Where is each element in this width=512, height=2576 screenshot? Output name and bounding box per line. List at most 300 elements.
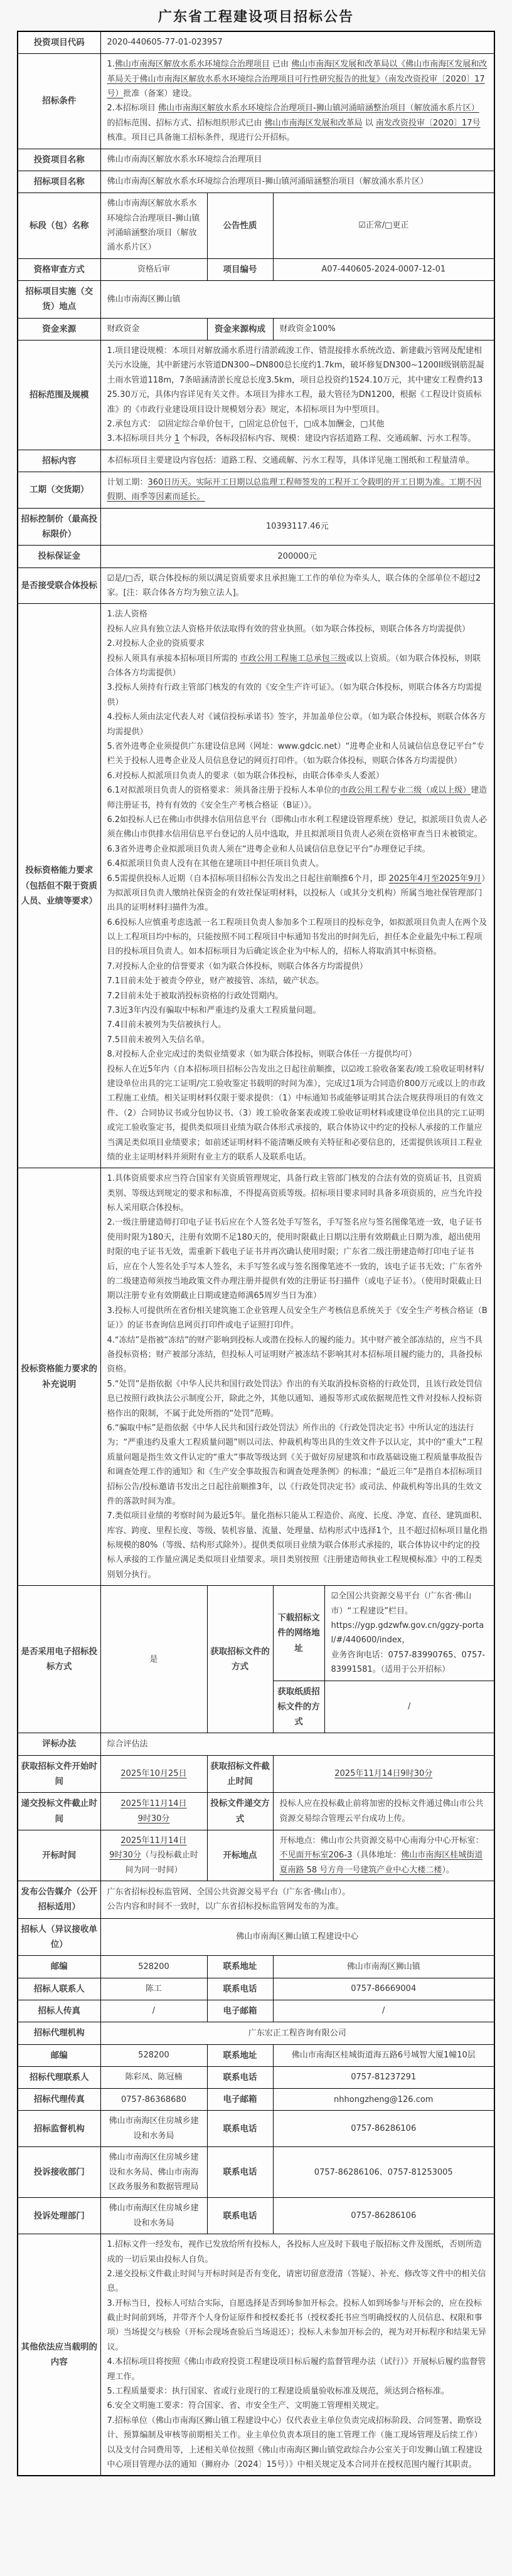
label-qualification-review-method — [18, 258, 100, 280]
label-agency-phone — [207, 2066, 273, 2088]
text-line: 1.项目建设规模：本项目对解放涌水系进行清淤疏浚工作、错混接排水系统改造、新建截污管网及配建相关污水设施，其中新建污水管道DN300~DN800总长度约1.7km，破坏修复DN300~1200II级钢筋混凝土雨水管道118m，7条暗涵清淤长度总长度3.5km，项目总投资约1524.10万元，其中建安工程费约1325.30万元，具体内容详见有关文件。本项目为排水工程，最大管径为DN1200，根据《工程设计资质标准》的《市政行业建设项目设计规模划分表》规定，本招标项目为中型项目。 — [107, 346, 484, 414]
table-row — [18, 546, 494, 567]
text-line: 联系电话 — [223, 2167, 257, 2178]
label-agency-address — [207, 2044, 273, 2066]
underlined-text: 佛山市南海区发展和改革局以《佛山市南海区发展和改革局关于佛山市南海区解放水系水环境综合治理项目可行性研究报告的批复》（南发改资投审〔2020〕17号） — [107, 60, 488, 99]
underlined-text: 360日历天。实际开工日期以总监理工程师签发的工程开工令载明的开工日期为准。工期不因假期、雨季等因素而延长。 — [107, 478, 482, 502]
value-agency-address — [273, 2044, 494, 2066]
text-line: 投标资格能力要求（包括但不限于资质人员、业绩等要求） — [21, 865, 97, 907]
text-line: 招标条件 — [42, 96, 77, 107]
text-line: 获取招标文件截止时间 — [210, 1761, 270, 1787]
label-agency-email — [207, 2089, 273, 2111]
text-line: 投资项目代码 — [33, 38, 85, 48]
text-line: 7.3近3年内没有骗取中标和严重违约及重大工程质量问题。 — [107, 1006, 321, 1016]
label-announcement-media — [18, 1881, 100, 1919]
text-line: 7.5目前未被列入失信名单。 — [107, 1035, 210, 1045]
text-line: 陈彩凤、陈冠楠 — [125, 2072, 183, 2082]
text-line: 5.工程质量要求：执行国家、省或行业现行的工程建设质量验收标准及规范，须达到合格标准。 — [107, 2387, 449, 2397]
text-line: 投资项目名称 — [33, 154, 85, 165]
label-obtain-documents-start-time — [18, 1755, 100, 1793]
label-complaint-handling-phone — [207, 2198, 273, 2234]
value-complaint-receiving-dept — [100, 2147, 207, 2198]
text-line: 招标人传真 — [38, 2005, 80, 2016]
label-bid-submission-deadline — [18, 1793, 100, 1830]
table-row — [18, 450, 494, 472]
text-line: 联系电话 — [223, 2123, 257, 2134]
value-bid-bond — [100, 546, 494, 567]
text-line: 电子邮箱 — [223, 2094, 257, 2105]
value-bid-opening-time — [100, 1830, 207, 1881]
table-row — [18, 340, 494, 450]
value-announcement-nature — [273, 193, 494, 259]
text-line: 资格后审 — [137, 265, 170, 275]
text-line — [107, 431, 488, 446]
value-fund-source-composition — [273, 318, 494, 340]
value-implementation-location — [100, 281, 494, 319]
value-complaint-handling-phone — [273, 2198, 494, 2234]
label-bid-opening-time — [18, 1830, 100, 1881]
text-line: / — [382, 2006, 385, 2016]
text-line: ☑正常/□更正 — [358, 221, 409, 231]
value-contact-address — [273, 1956, 494, 1978]
value-paper-documents-method — [324, 1681, 494, 1733]
text-segment: 建造师注册证书，持有有效的《安全生产考核合格证（B证）》。 — [107, 786, 488, 810]
text-line: 联系地址 — [223, 1961, 257, 1972]
text-segment: ）为拟派项目负责人缴纳社保资金的有效社保证明材料，以投标人（或其分支机构）所属当地社保管理部门出具的证明材料扫描件为准。 — [107, 874, 486, 913]
label-complaint-receiving-dept — [18, 2147, 100, 2198]
table-row — [18, 2111, 494, 2147]
text-line: 0757-86669004 — [351, 1984, 417, 1994]
value-download-url — [324, 1586, 494, 1681]
label-contact-address — [207, 1956, 273, 1978]
table-row — [18, 31, 494, 54]
label-tender-project-name — [18, 171, 100, 193]
table-row — [18, 258, 494, 280]
value-qualification-review-method — [100, 258, 207, 280]
text-line: 综合评估法 — [107, 1739, 148, 1749]
text-line: 财政资金100% — [279, 324, 336, 334]
underlined-text: 1 — [174, 434, 180, 444]
text-line: 2.承包方式： ☑固定综合单价包干，□固定总价包干，□成本加酬金，□其他 — [107, 419, 385, 429]
text-line: 投诉处理部门 — [33, 2210, 85, 2221]
table-row — [18, 1830, 494, 1881]
text-line: 评标办法 — [42, 1739, 77, 1750]
text-line: 本招标项目主要建设内容包括：道路工程、交通疏解、污水工程等，具体详见施工图纸和工程量清单。 — [107, 456, 474, 466]
text-line: 4.投标人须由法定代表人对《诚信投标承诺书》签字，并加盖单位公章。（如为联合体投标，则联合体各方均需提供） — [107, 712, 486, 737]
text-line: 招标人（异议接收单位） — [21, 1924, 97, 1950]
underlined-text: 佛山市南海区发展和改革局 — [264, 118, 363, 128]
text-line: 项目编号 — [223, 264, 257, 275]
text-line: 7.1目前未处于被责令停业，财产被接管、冻结，破产状态。 — [107, 976, 324, 986]
underlined-text: 佛山市南海区解放水系水环境综合治理项目 — [114, 60, 270, 70]
text-line: 528200 — [138, 2050, 169, 2060]
label-complaint-handling-dept — [18, 2198, 100, 2234]
value-electronic-bidding — [100, 1586, 207, 1733]
value-obtain-documents-start-time — [100, 1755, 207, 1793]
label-investment-project-code — [18, 31, 100, 54]
text-line: 工期（交货期） — [29, 485, 89, 495]
text-line: 获取纸质招标文件的方式 — [277, 1686, 320, 1728]
table-row — [18, 2147, 494, 2198]
table-row — [18, 1168, 494, 1586]
value-tender-conditions — [100, 54, 494, 149]
text-line: 6.对投标人拟派项目负责人的要求（如为联合体投标，由联合体牵头人委派） — [107, 771, 384, 781]
underlined-text: 2025年11月14日9时30分 — [334, 1769, 433, 1779]
text-line: 佛山市南海区狮山镇 — [346, 1961, 420, 1972]
text-line: 4.本招标项目将按照《佛山市政府投资工程建设项目标后履约监督管理办法（试行）》开展标后履约监督管理工作。 — [107, 2357, 486, 2382]
value-tenderer-fax — [100, 2000, 207, 2022]
text-line: 6.安全文明施工要求：符合国家、省、市安全生产、文明施工管理相关规定。 — [107, 2401, 384, 2411]
table-row — [18, 2234, 494, 2476]
text-line — [107, 475, 488, 505]
value-tender-control-price — [100, 508, 494, 546]
text-segment: 6.5需提供投标人近期（自本招标项目招标公告发出之日起往前顺推6个月，即 — [107, 874, 389, 884]
text-line: 发布公告媒介（公开招标适用） — [21, 1887, 97, 1913]
text-line: 0757-86368680 — [121, 2094, 186, 2104]
text-line: 佛山市南海区解放水系水环境综合治理项目-狮山镇河涌暗涵整治项目（解放涌水系片区） — [107, 177, 429, 187]
underlined-text: 不见面开标室206-3 — [279, 1850, 353, 1861]
text-line: 标段（包）名称 — [29, 220, 89, 231]
table-row — [18, 2198, 494, 2234]
value-investment-project-name — [100, 149, 494, 171]
label-bidder-qualification-requirements — [18, 604, 100, 1168]
text-line: 招标内容 — [42, 455, 77, 466]
text-line — [107, 872, 488, 916]
value-agency-email — [273, 2089, 494, 2111]
label-tenderer-contact — [18, 1978, 100, 2000]
text-line: 佛山市南海区解放水系水环境综合治理项目 — [107, 155, 262, 165]
label-tenderer — [18, 1918, 100, 1956]
value-tender-project-name — [100, 171, 494, 193]
value-bidder-qualification-requirements — [100, 604, 494, 1168]
value-bid-submission-deadline — [100, 1793, 207, 1830]
label-download-url — [273, 1586, 324, 1681]
table-row — [18, 149, 494, 171]
text-line: 2020-440605-77-01-023957 — [107, 38, 223, 48]
table-row — [18, 1918, 494, 1956]
text-line: 6.3省外进粤企业拟派项目负责人须在“进粤企业和人员诚信信息登记平台”办理登记手续。 — [107, 844, 430, 854]
table-row — [18, 1881, 494, 1919]
table-row — [18, 567, 494, 604]
text-line: 投标人应在投标截止前将加密的投标文件通过佛山市公共资源交易综合管理云平台成功上传。 — [279, 1799, 484, 1824]
text-line: 招标监督机构 — [33, 2123, 85, 2134]
text-line: 7.招标单位（佛山市南海区狮山镇工程建设中心）仅代表业主单位负责完成招标阶段、合同签署、勘察设计、预算编制及审核等前期相关工作。业主单位负责本项目的施工管理工作（施工现场管理及后续工作）以及支付合同费用等，上述相关单位按照《佛山市南海区狮山镇党政综合办公室关于印发狮山镇工程建设中心项目管理办法的通知（狮府办〔2024〕15号）》中相关规定及本合同并在授权范围内履行其职责。 — [107, 2415, 483, 2469]
text-line: 招标控制价（最高投标限价） — [21, 514, 97, 540]
value-fund-source — [100, 318, 207, 340]
text-line: 3.投标人可提供所在省份相关建筑施工企业管理人员安全生产考核信息系统关于《安全生产考核合格证（B证）》的证书查询信息网页打印件或电子证照打印件。 — [107, 1306, 488, 1331]
text-segment: 以 — [362, 118, 376, 128]
text-line — [107, 1848, 201, 1877]
text-segment: 已由 — [269, 60, 292, 70]
text-line — [107, 1797, 201, 1811]
value-supervision-phone — [273, 2111, 494, 2147]
underlined-text: 2025年11月14日 — [120, 1799, 187, 1809]
value-project-number — [273, 258, 494, 280]
text-segment: 个标段，各标段招标内容、规模：建设内容括道路工程、交通疏解、污水工程等。 — [179, 434, 476, 444]
text-line: 3.开标当日，投标人可结合实际，自愿选择是否到场参加开标会。投标人如到场参与开标会的，应在投标截止时间前到场，并带齐个人身份证原件和授权委托书（授权委托书应当明确授权的人员信息、权限和事项）当场提交与核验（开标会现场查验后当场退还）；投标人未参加开标会的，视为对开标程序和结果无异议。 — [107, 2298, 487, 2352]
underlined-text: 市政公用工程施工总承包三级 — [240, 653, 346, 663]
table-row — [18, 193, 494, 259]
text-line: 递交投标文件截止时间 — [21, 1798, 97, 1824]
underlined-text: 9时30分 — [137, 1813, 170, 1824]
text-line: 1.具体资质要求应当符合国家有关资质管理规定，具备行政主管部门核发的合法有效的资质证书，且资质类别、等级达到规定的要求和标准，不得提高资质等级。招标项目要求同时具备多项资质的，应当允许投标人采用联合体投标。 — [107, 1174, 483, 1213]
text-line: 6.“骗取中标”是指依据《中华人民共和国行政处罚法》所作出的《行政处罚决定书》中所认定的违法行为；“严重违约及重大工程质量问题”则以司法、仲裁机构等出具的生效文件予以认定，其中的“重大”工程质量问题是指生效文件认定的“重大”事故等级达到《关于做好房屋建筑和市政基础设施工程质量事故报告和调查处理工作的通知》和《生产安全事故报告和调查处理条例》的标准；“最近三年”是指自本招标项目招标公告/投标邀请书发出之日起往前顺推3年，以《行政处罚决定书》或司法、仲裁机构等出具的生效文件的落款时间为准。 — [107, 1423, 483, 1506]
label-tender-control-price — [18, 508, 100, 546]
label-bid-bond — [18, 546, 100, 567]
announcement-table-body — [18, 31, 494, 2476]
label-bid-opening-location — [207, 1830, 273, 1881]
value-construction-period — [100, 472, 494, 509]
text-line: ☑全国公共资源交易平台（广东省·佛山市）“工程建设”栏目。 — [331, 1592, 472, 1616]
text-line: 联系地址 — [223, 2050, 257, 2061]
text-line: 10393117.46元 — [265, 522, 329, 532]
label-fund-source-composition — [207, 318, 273, 340]
text-line: 投标资格能力要求的补充说明 — [21, 1364, 97, 1390]
text-line: 开标时间 — [42, 1850, 77, 1861]
table-row — [18, 2066, 494, 2088]
text-segment: ）。 — [442, 1865, 454, 1875]
text-line: 8.对投标人企业完成过的类似业绩要求（如为联合体投标，则联合体任一方提供均可） — [107, 1050, 417, 1060]
underlined-text: 佛山市南海区解放水系水环境综合治理项目-狮山镇河涌暗涵整治项目（解放涌水系片区） — [158, 103, 479, 113]
table-row — [18, 2022, 494, 2044]
label-tender-agency — [18, 2022, 100, 2044]
label-tender-content — [18, 450, 100, 472]
label-tenderer-fax — [18, 2000, 100, 2022]
underlined-text: 9时30分 — [109, 1850, 141, 1861]
text-line: 投标人应具有独立法人资格并依法取得有效的营业执照。（如为联合体投标，则联合体各方均需提供） — [107, 624, 471, 634]
label-obtain-documents-method — [207, 1586, 273, 1733]
text-line: 6.2如投标人已在佛山市供排水信用信息平台（即佛山市水利工程建设管理系统）登记，拟派项目负责人必须在佛山市供排水信用信息平台登记的人员中选取，并且拟派项目负责人必须在资格审查当日未被锁定。 — [107, 815, 488, 840]
text-segment: 投标人须具有承接本招标项目所需的 — [107, 653, 240, 663]
text-line: 邮编 — [50, 2050, 68, 2061]
label-section-package-name — [18, 193, 100, 259]
text-line: 业务咨询电话：0757-83990765、0757-83991581。（适用于公开招标） — [331, 1650, 486, 1675]
text-line: 投标文件递交方式 — [210, 1798, 270, 1824]
value-announcement-media — [100, 1881, 494, 1919]
label-agency-contact — [18, 2066, 100, 2088]
text-line — [280, 1834, 488, 1877]
text-segment: （具体地址： — [352, 1850, 402, 1861]
underlined-text: 南发改资投审〔2020〕17号 — [375, 118, 481, 128]
table-row — [18, 2044, 494, 2066]
text-line: 联系电话 — [223, 2210, 257, 2221]
text-line: 资格审查方式 — [33, 264, 85, 275]
text-segment: 开标地点：佛山市公共资源交易中心南海分中心开标室： — [279, 1835, 484, 1845]
text-line: 资金来源构成 — [215, 324, 265, 334]
text-line: 资金来源 — [42, 324, 77, 334]
label-supervision-authority — [18, 2111, 100, 2147]
value-postcode — [100, 1956, 207, 1978]
text-segment: 或以上资质。（如为联合体投标，则联合体各方均需提供） — [107, 653, 481, 678]
text-line: 陈工 — [145, 1984, 162, 1994]
text-line: 招标代理联系人 — [29, 2072, 89, 2082]
text-segment: 的招标范围、招标方式、招标组织形式已由 — [107, 118, 265, 128]
text-line: 邮编 — [50, 1961, 68, 1972]
text-line: 招标项目名称 — [33, 176, 85, 187]
value-tender-agency — [100, 2022, 494, 2044]
table-row — [18, 171, 494, 193]
text-line: ☑是/□否，联合体投标的须以满足资质要求且承担施工工作的单位为牵头人，联合体的全部单位不超过2家。[注：联合体各方均为独立法人]。 — [107, 573, 481, 598]
text-line: 下载招标文件的网络地址 — [277, 1612, 320, 1654]
text-line: 是否接受联合体投标 — [21, 580, 97, 591]
text-line — [107, 1766, 201, 1781]
text-line — [107, 1812, 201, 1826]
text-line: 招标代理传真 — [33, 2094, 85, 2105]
text-line: 7.2目前未处于被取消投标资格的行政处罚期内。 — [107, 991, 284, 1001]
text-line: 1.法人资格 — [107, 610, 147, 620]
text-line: 佛山市南海区住房城乡建设和水务局 — [109, 2116, 199, 2141]
text-line: 佛山市南海区住房城乡建设和水务局、佛山市南海区政务服务和数据管理局 — [109, 2153, 199, 2192]
text-line: https://ygp.gdzwfw.gov.cn/ggzy-portal/#/440600/index， — [331, 1621, 484, 1645]
text-line: nhhongzheng@126.com — [334, 2094, 434, 2104]
value-tenderer — [100, 1918, 494, 1956]
text-line: 联系电话 — [223, 1983, 257, 1994]
label-obtain-documents-deadline — [207, 1755, 273, 1793]
text-line: 佛山市南海区狮山镇 — [107, 294, 181, 304]
value-complaint-receiving-phone — [273, 2147, 494, 2198]
text-segment: 3.本招标项目共分 — [107, 434, 175, 444]
text-line: 7.4目前未被列为失信被执行人。 — [107, 1020, 227, 1030]
text-line: 200000元 — [277, 551, 317, 561]
text-line: 7.类似项目业绩的考察时间为最近5年。量化指标只能从工程造价、高度、长度、净宽、直径、建筑面积、库容、跨度、里程长度、等级、装机容量、流量、处理量、结构形式中选择1个，且不超过招标项目量化指标规模的80%（等级、结构形式除外）。提供类似项目业绩为联合体形式承接的，联合体协议中约定的投标人承接的工作量应满足类似项目业绩要求。项目类别按照《注册建造师执业工程规模标准》中的工程类别划分执行。 — [107, 1511, 488, 1580]
label-evaluation-method — [18, 1733, 100, 1755]
table-row — [18, 1733, 494, 1755]
text-line: 招标代理机构 — [33, 2028, 85, 2039]
text-line: 5.“处罚”是指依据《中华人民共和国行政处罚法》作出的有关取消投标资格的行政处罚，且该行政处罚信息已按照行政执法公示制度公开，除此之外，其他以通知、通报等形式或依据规范性文件对投标人投标资格作出的限制，不属于此处所指的“处罚”范畴。 — [107, 1379, 483, 1418]
text-line: 佛山市南海区狮山镇工程建设中心 — [236, 1932, 359, 1942]
label-electronic-bidding — [18, 1586, 100, 1733]
text-line: 获取招标文件开始时间 — [21, 1761, 97, 1787]
text-line: 获取招标文件的方式 — [210, 1647, 270, 1672]
table-row — [18, 318, 494, 340]
text-line: / — [408, 1702, 411, 1712]
text-line: 0757-86286106 — [351, 2211, 417, 2221]
text-line — [107, 57, 488, 101]
value-qualification-supplementary-notes — [100, 1168, 494, 1586]
text-line: 招标范围及规模 — [29, 389, 89, 400]
text-line: 3.投标人须持有行政主管部门核发的有效的《安全生产许可证》。（如为联合体投标，则联合体各方均需提供） — [107, 683, 482, 707]
text-line: 0757-81237291 — [351, 2072, 417, 2082]
label-tender-scope-scale — [18, 340, 100, 450]
value-agency-contact — [100, 2066, 207, 2088]
text-segment: 核准。项目已具备施工招标条件，现进行公开招标。 — [107, 133, 295, 143]
underlined-text: 佛山市南海区桂城街道夏南路 58 号方舟一号建筑产业中心大楼二楼 — [279, 1850, 483, 1875]
label-agency-fax — [18, 2089, 100, 2111]
text-segment: 2.本招标项目 — [107, 103, 159, 113]
text-line: 财政资金 — [107, 324, 140, 334]
value-tender-content — [100, 450, 494, 472]
value-bid-submission-method — [273, 1793, 494, 1830]
text-line: 其他依法应当载明的内容 — [21, 2341, 97, 2368]
text-segment: 批准（备案）建设。 — [123, 89, 197, 99]
label-qualification-supplementary-notes — [18, 1168, 100, 1586]
text-line — [107, 101, 488, 145]
text-line: 5.省外进粤企业须提供广东建设信息网（网址：www.gdcic.net）“进粤企业和人员诚信信息登记平台”专栏关于投标人进粤企业及人员信息登记的网页打印件。（如为联合体投标，则联合体各方均需提供） — [107, 741, 485, 766]
label-consortium-bidding — [18, 567, 100, 604]
label-construction-period — [18, 472, 100, 509]
table-row — [18, 1755, 494, 1793]
table-row — [18, 604, 494, 1168]
text-segment: 计划工期： — [107, 478, 148, 488]
table-row — [18, 472, 494, 509]
text-line: 招标项目实施（交货）地点 — [25, 287, 93, 312]
underlined-text: 2025年4月至2025年9月 — [388, 874, 482, 884]
text-line — [107, 1834, 201, 1848]
underlined-text: 2025年11月14日 — [120, 1835, 187, 1845]
value-tenderer-phone — [273, 1978, 494, 2000]
table-row — [18, 1586, 494, 1681]
underlined-text: 2025年10月25日 — [120, 1769, 187, 1779]
value-bid-opening-location — [273, 1830, 494, 1881]
value-agency-phone — [273, 2066, 494, 2088]
text-line — [280, 1766, 488, 1781]
text-line: 联系电话 — [223, 2072, 257, 2082]
text-line: 投标人在近5年内（自本招标项目招标公告发出之日起往前顺推，以☑竣工验收备案表/竣工验收证明材料/建设单位出具的完工证明/完工验收鉴定书载明的时间为准），完成过1项为合同造价800万元或以上的市政工程施工业绩。相关证明材料仅限于要求提供：（1）中标通知书或能够证明其合法合规获得项目的有效文件、（2）合同协议书或分包协议书、（3）竣工验收备案表或竣工验收证明材料或建设单位出具的完工证明或完工验收鉴定书，提供类似项目业绩为联合体形式承接的，联合体协议中约定的投标人承接的工作量应当满足类似项目业绩要求；如前述证明材料不能清晰反映有关特征和必要信息的，还需提供该项目工程业绩的业主证明材料并须附有业主方的联系人及联系电话。 — [107, 1064, 486, 1162]
label-paper-documents-method — [273, 1681, 324, 1733]
label-other-required-content — [18, 2234, 100, 2476]
text-line — [107, 652, 488, 681]
value-complaint-handling-dept — [100, 2198, 207, 2234]
label-tenderer-email — [207, 2000, 273, 2022]
text-line: 0757-86286106 — [351, 2124, 417, 2134]
text-line — [107, 783, 488, 813]
text-line: 广东宏正工程咨询有限公司 — [248, 2028, 346, 2038]
label-postcode — [18, 1956, 100, 1978]
text-line: 6.6投标人应慎重考虑选派一名工程项目负责人参加多个工程项目的投标竞争，如拟派项目负责人在两个及以上工程项目均中标的，只能按照不同工程项目中标通知书发出的时间先后，担任本企业最先中标工程项目的投标项目负责人。如本招标项目为后确定该企业为中标人的，招标人将取消其中标资格。 — [107, 917, 488, 957]
value-tender-scope-scale — [100, 340, 494, 450]
table-row — [18, 1978, 494, 2000]
text-line: 7.对投标人企业的信誉要求（如为联合体投标，则联合体各方均需提供） — [107, 961, 368, 971]
value-section-package-name — [100, 193, 207, 259]
value-tenderer-email — [273, 2000, 494, 2022]
text-line: 2.递交投标文件截止时间与开标时间是否有变化，请密切留意澄清（答疑）、补充、修改等文件中的相关信息。 — [107, 2269, 486, 2294]
text-line: 是 — [149, 1654, 158, 1664]
text-line: 0757-86286106、0757-81253005 — [314, 2167, 453, 2177]
text-line: 是否采用电子招标投标方式 — [21, 1647, 97, 1672]
table-row — [18, 2000, 494, 2022]
text-line: 528200 — [138, 1961, 169, 1972]
page-title: 广东省工程建设项目招标公告 — [157, 9, 354, 25]
text-line: 电子邮箱 — [223, 2005, 257, 2016]
text-segment: （与投标截止时间为同一时间） — [125, 1850, 198, 1875]
text-line: 2.对投标人企业的资质要求 — [107, 639, 205, 649]
label-investment-project-name — [18, 149, 100, 171]
table-row — [18, 508, 494, 546]
text-line: 1.招标文件一经发布，视作已发放给所有投标人，各投标人应及时下载电子版招标文件及图纸，否则所造成的一切后果由投标人自负。 — [107, 2240, 482, 2264]
label-complaint-receiving-phone — [207, 2147, 273, 2198]
label-announcement-nature — [207, 193, 273, 259]
label-agency-postcode — [18, 2044, 100, 2066]
value-evaluation-method — [100, 1733, 494, 1755]
text-line: 投标保证金 — [38, 551, 80, 562]
value-consortium-bidding — [100, 567, 494, 604]
text-line: 广东省招标投标监管网、全国公共资源交易平台（广东省·佛山市）。 — [107, 1887, 351, 1898]
value-other-required-content — [100, 2234, 494, 2476]
text-line: 佛山市南海区桂城街道海五路6号城智大厦1幢10层 — [291, 2050, 476, 2060]
table-row — [18, 1956, 494, 1978]
text-line: 开标地点 — [223, 1850, 257, 1861]
text-line: A07-440605-2024-0007-12-01 — [321, 265, 446, 275]
text-line: / — [152, 2006, 156, 2016]
text-line: 佛山市南海区住房城乡建设和水务局 — [109, 2204, 199, 2228]
table-row — [18, 54, 494, 149]
text-line: 6.4拟派项目负责人没有在其他在建项目中担任项目负责人。 — [107, 859, 324, 869]
text-line: 公告性质 — [223, 220, 257, 231]
table-row — [18, 281, 494, 319]
value-supervision-authority — [100, 2111, 207, 2147]
text-segment: 6.1对拟派项目负责人的资格要求：须具备注册于投标人本单位的 — [107, 786, 341, 796]
label-tender-conditions — [18, 54, 100, 149]
